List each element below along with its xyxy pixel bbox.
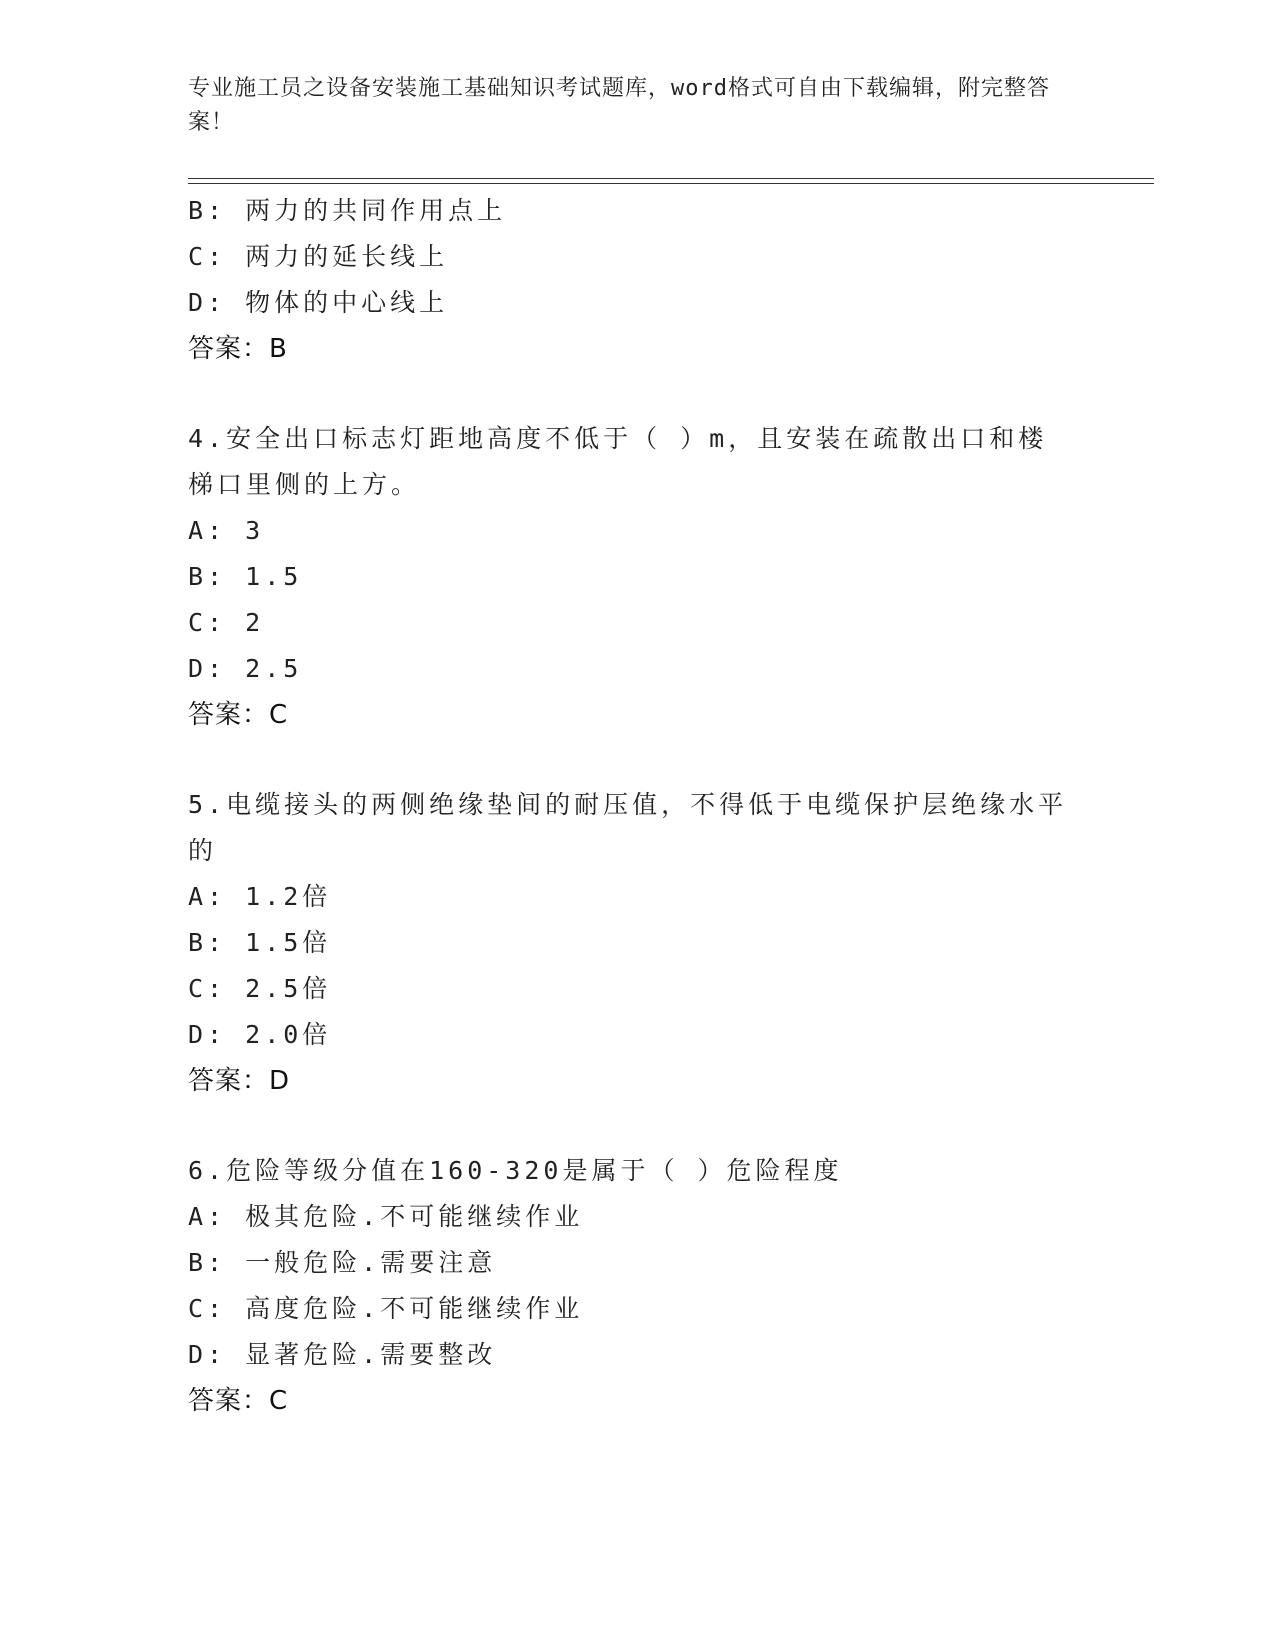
option-a: A: 极其危险.不可能继续作业 (188, 1202, 584, 1231)
question-stem: 5.电缆接头的两侧绝缘垫间的耐压值，不得低于电缆保护层绝缘水平的 (188, 790, 1068, 865)
answer-line: 答案：B (188, 334, 288, 364)
answer-line: 答案：C (188, 1386, 289, 1416)
option-b: B: 两力的共同作用点上 (188, 196, 507, 225)
question-stem: 6.危险等级分值在160-320是属于（ ）危险程度 (188, 1156, 843, 1185)
question-list (188, 188, 1088, 1424)
option-d: D: 2.0倍 (188, 1020, 332, 1049)
option-c: C: 2 (188, 608, 265, 637)
option-d: D: 2.5 (188, 654, 303, 683)
question-block-5 (188, 782, 1088, 1104)
question-block-6 (188, 1148, 1088, 1424)
answer-line: 答案：C (188, 700, 289, 730)
option-c: C: 高度危险.不可能继续作业 (188, 1294, 584, 1323)
header-rule-top (188, 178, 1154, 179)
option-b: B: 1.5倍 (188, 928, 332, 957)
header-rule-bottom (188, 183, 1154, 184)
answer-line: 答案：D (188, 1066, 291, 1096)
question-stem: 4.安全出口标志灯距地高度不低于（ ）m，且安装在疏散出口和楼梯口里侧的上方。 (188, 424, 1048, 499)
question-block-4 (188, 416, 1088, 738)
option-a: A: 1.2倍 (188, 882, 332, 911)
option-b: B: 1.5 (188, 562, 303, 591)
document-header: 专业施工员之设备安装施工基础知识考试题库，word格式可自由下载编辑，附完整答案！ (188, 76, 1050, 135)
option-a: A: 3 (188, 516, 265, 545)
option-d: D: 物体的中心线上 (188, 288, 449, 317)
question-block-prev (188, 188, 1088, 372)
option-d: D: 显著危险.需要整改 (188, 1340, 497, 1369)
option-c: C: 两力的延长线上 (188, 242, 449, 271)
option-b: B: 一般危险.需要注意 (188, 1248, 497, 1277)
option-c: C: 2.5倍 (188, 974, 332, 1003)
